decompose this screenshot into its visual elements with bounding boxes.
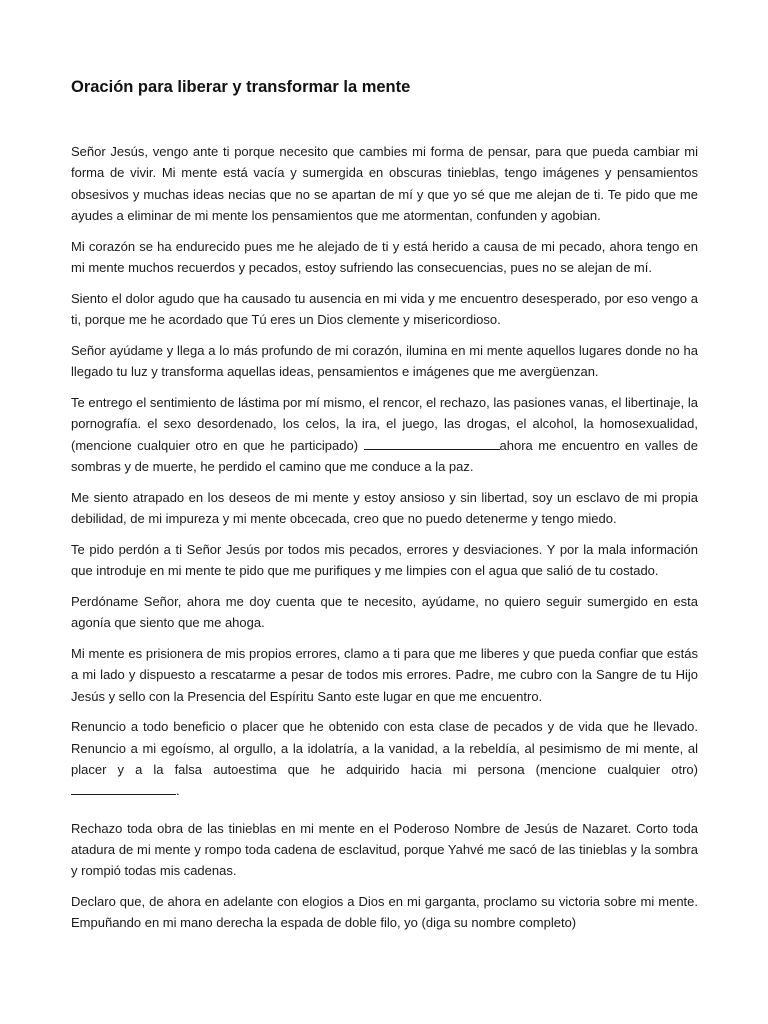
document-body: [71, 141, 698, 943]
paragraph-5: [71, 392, 698, 477]
paragraph-8: Perdóname Señor, ahora me doy cuenta que te necesito, ayúdame, no quiero seguir sumergido en esta agonía que siento que me ahoga.: [71, 593, 698, 631]
paragraph-10: [71, 716, 698, 801]
paragraph-3: Siento el dolor agudo que ha causado tu ausencia en mi vida y me encuentro desesperado, por eso vengo a ti, porque me he acordado que Tú eres un Dios clemente y misericordioso.: [71, 290, 698, 328]
paragraph-12: Declaro que, de ahora en adelante con elogios a Dios en mi garganta, proclamo su victoria sobre mi mente. Empuñando en mi mano derecha la espada de doble filo, yo (diga su nombre completo): [71, 893, 698, 931]
paragraph-1: Señor Jesús, vengo ante ti porque necesito que cambies mi forma de pensar, para que pueda cambiar mi forma de vivir. Mi mente está vacía y sumergida en obscuras tinieblas, tengo imágenes y pensamientos obsesivos y muchas ideas necias que no se apartan de mí y que yo sé que me alejan de ti. Te pido que me ayudes a eliminar de mi mente los pensamientos que me atormentan, confunden y agobian.: [71, 144, 698, 223]
paragraph-5-text-after: ahora me encuentro en valles de sombras y de muerte, he perdido el camino que me conduce a la paz.: [71, 437, 698, 474]
paragraph-7: Te pido perdón a ti Señor Jesús por todos mis pecados, errores y desviaciones. Y por la mala información que introduje en mi mente te pido que me purifiques y me limpies con el agua que salió de tu costado.: [71, 541, 698, 579]
paragraph-6: Me siento atrapado en los deseos de mi mente y estoy ansioso y sin libertad, soy un esclavo de mi propia debilidad, de mi impureza y mi mente obcecada, creo que no puedo detenerme y tengo miedo.: [71, 489, 698, 526]
paragraph-2: Mi corazón se ha endurecido pues me he alejado de ti y está herido a causa de mi pecado, ahora tengo en mi mente muchos recuerdos y pecados, estoy sufriendo las consecuencias, pues no se alejan de mí.: [71, 238, 698, 275]
fill-in-blank-line: [364, 436, 500, 450]
paragraph-4: Señor ayúdame y llega a lo más profundo de mi corazón, ilumina en mi mente aquellos lugares donde no ha llegado tu luz y transforma aquellas ideas, pensamientos e imágenes que me avergüenzan.: [71, 342, 698, 380]
paragraph-10-text-before: Renuncio a todo beneficio o placer que he obtenido con esta clase de pecados y de vida que he llevado. Renuncio a mi egoísmo, al orgullo, a la idolatría, a la vanidad, a la rebeldía, al pesimismo de mi mente, al placer y a la falsa autoestima que he adquirido hacia mi persona (mencione cualquier otro): [71, 719, 698, 777]
paragraph-10-text-after: .: [176, 783, 180, 799]
document-title: Oración para liberar y transformar la mente: [71, 78, 411, 96]
paragraph-9: Mi mente es prisionera de mis propios errores, clamo a ti para que me liberes y que pueda confiar que estás a mi lado y dispuesto a rescatarme a pesar de todos mis errores. Padre, me cubro con la Sangre de tu Hijo Jesús y sello con la Presencia del Espíritu Santo este lugar en que me encuentro.: [71, 645, 698, 704]
paragraph-11: Rechazo toda obra de las tinieblas en mi mente en el Poderoso Nombre de Jesús de Nazaret. Corto toda atadura de mi mente y rompo toda cadena de esclavitud, porque Yahvé me sacó de las tinieblas y la sombra y rompió todas mis cadenas.: [71, 820, 698, 879]
fill-in-blank-line: [71, 781, 176, 795]
paragraph-5-text-before: Te entrego el sentimiento de lástima por mí mismo, el rencor, el rechazo, las pasiones vanas, el libertinaje, la pornografía. el sexo desordenado, los celos, la ira, el juego, las drogas, el alcohol, la homosexualidad, (mencione cualquier otro en que he participado): [71, 394, 698, 453]
